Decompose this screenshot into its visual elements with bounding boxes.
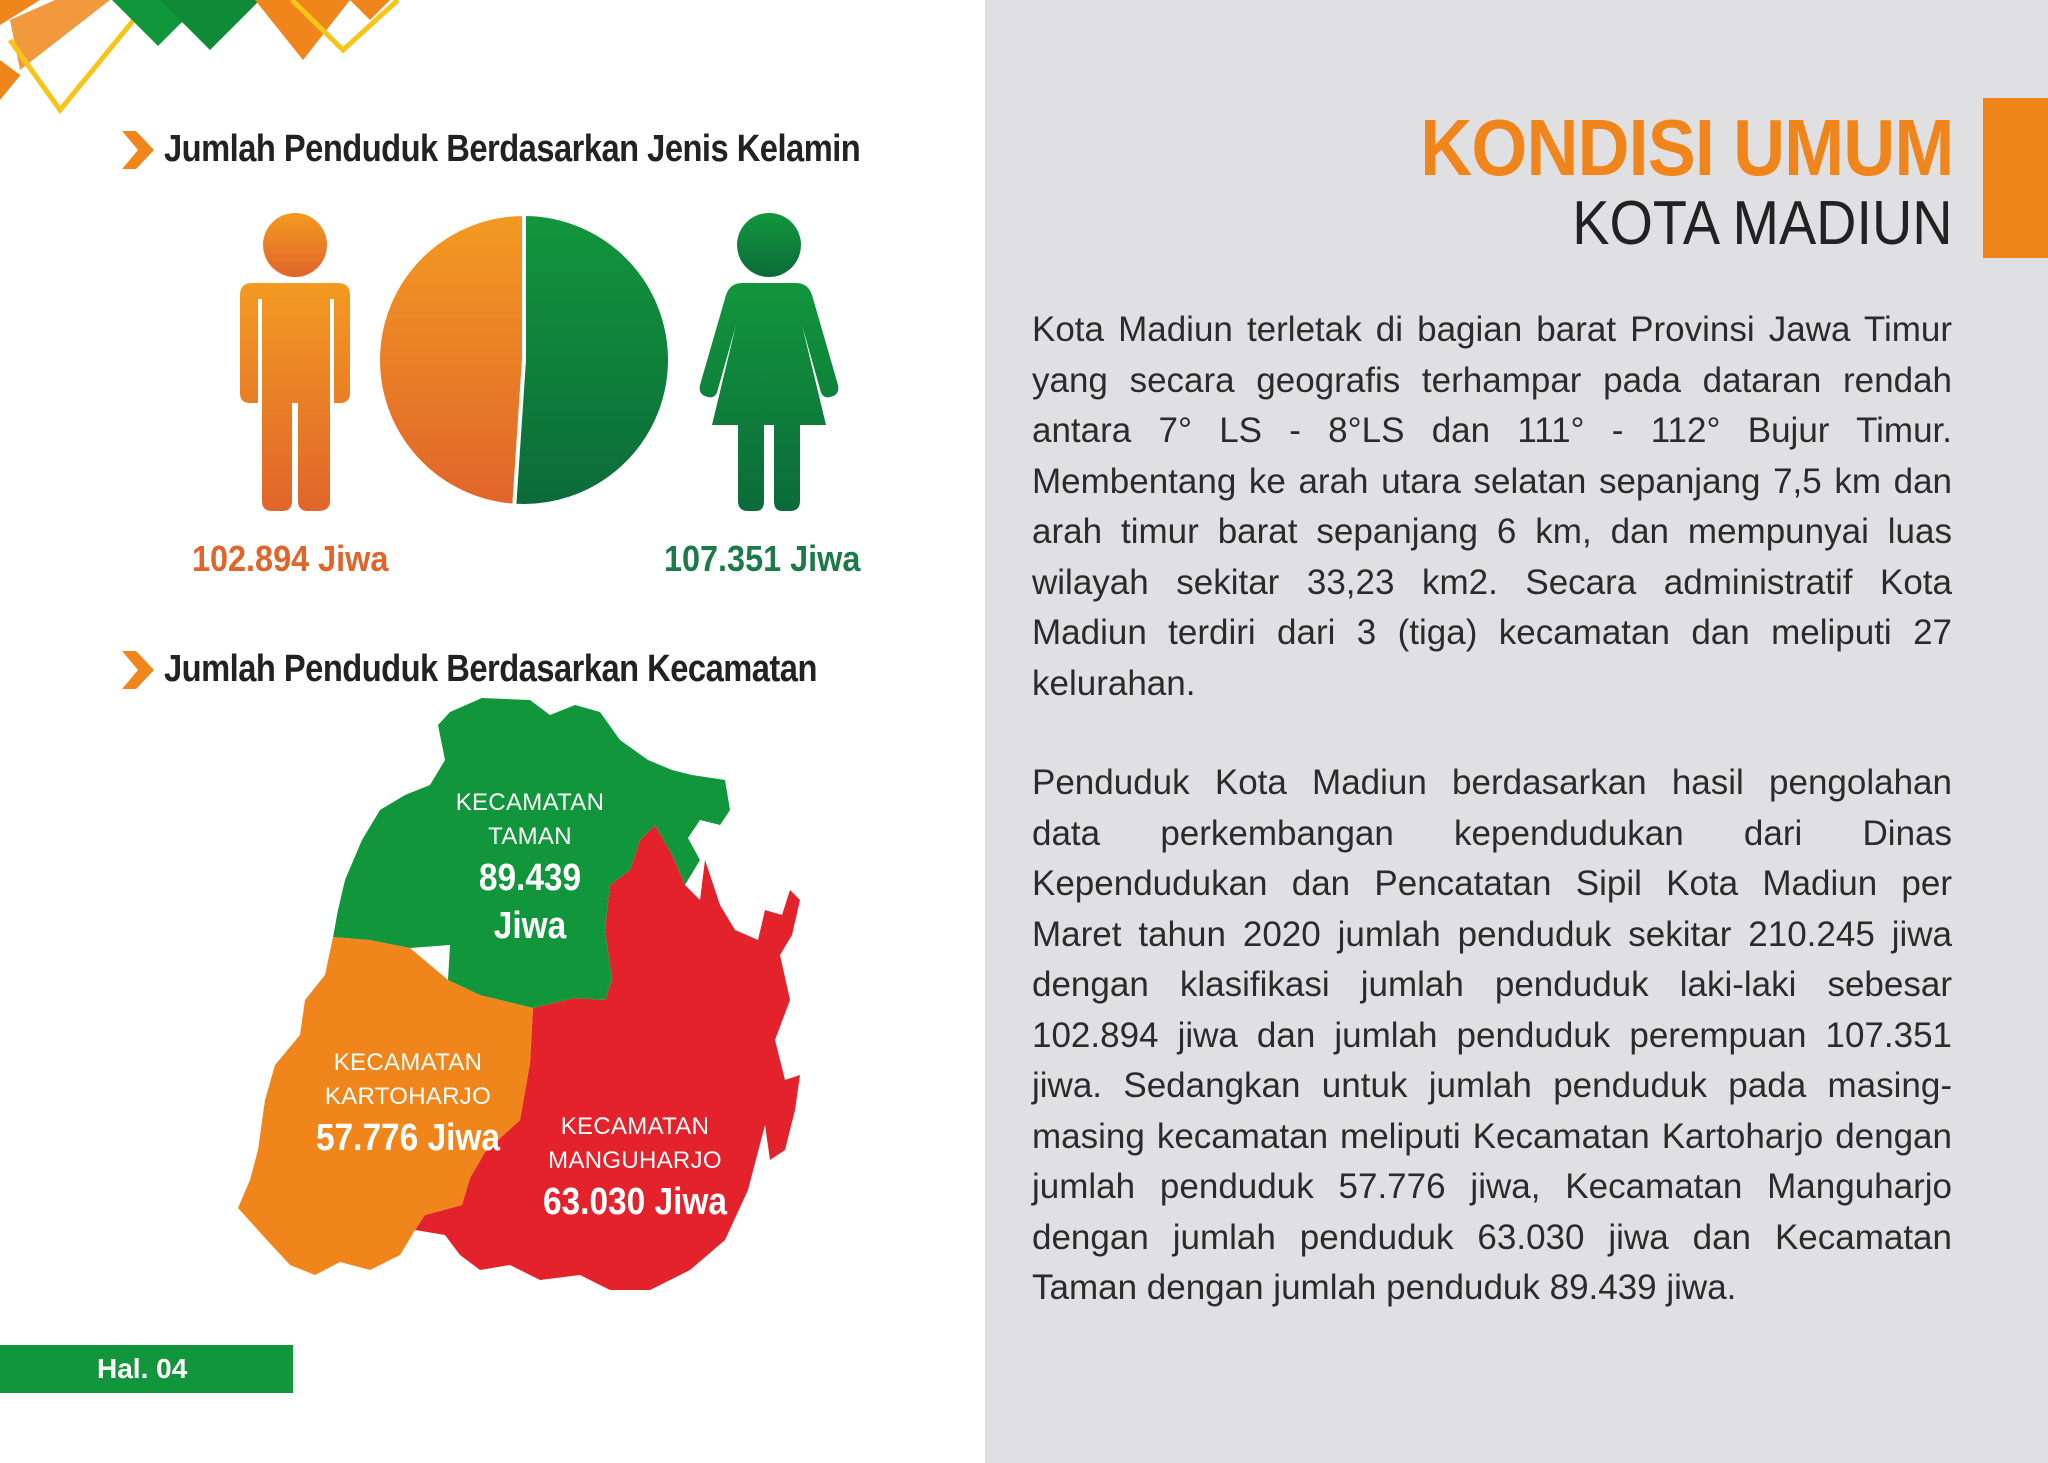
district-map <box>0 0 985 1463</box>
right-page <box>985 0 2048 1463</box>
district-kartoharjo-kecamatan: KECAMATAN <box>333 1049 483 1076</box>
district-taman-name: TAMAN <box>488 823 572 850</box>
female-count-label: 107.351 Jiwa <box>664 538 861 579</box>
body-paragraph-2: Penduduk Kota Madiun berdasarkan hasil pengolahan data perkembangan kependudukan dari Dinas Kependudukan dan Pencatatan Sipil Kota Madiun per Maret tahun 2020 jumlah penduduk sekitar 210.245 jiwa dengan klasifikasi jumlah penduduk laki-laki sebesar 102.894 jiwa dan jumlah penduduk perempuan 107.351 jiwa. Sedangkan untuk jumlah penduduk pada masing-masing kecamatan meliputi Kecamatan Kartoharjo dengan jumlah penduduk 57.776 jiwa, Kecamatan Manguharjo dengan jumlah penduduk 63.030 jiwa dan Kecamatan Taman dengan jumlah penduduk 89.439 jiwa. <box>1032 763 1952 1307</box>
district-taman-value: 89.439 Jiwa <box>478 857 582 947</box>
district-kartoharjo-name: KARTOHARJO <box>324 1083 492 1110</box>
district-label-taman <box>430 786 630 950</box>
district-taman-kecamatan: KECAMATAN <box>455 789 605 816</box>
district-manguharjo-name: MANGUHARJO <box>548 1147 722 1174</box>
district-kartoharjo-value: 57.776 Jiwa <box>315 1117 501 1159</box>
left-page <box>0 0 985 1463</box>
district-label-kartoharjo <box>298 1046 518 1162</box>
page-subtitle: KOTA MADIUN <box>1572 189 1953 258</box>
male-count-label: 102.894 Jiwa <box>192 538 389 579</box>
body-paragraph-1: Kota Madiun terletak di bagian barat Provinsi Jawa Timur yang secara geografis terhampar pada dataran rendah antara 7° LS - 8°LS dan 111° - 112° Bujur Timur. Membentang ke arah utara selatan sepanjang 7,5 km dan arah timur barat sepanjang 6 km, dan mempunyai luas wilayah sekitar 33,23 km2. Secara administratif Kota Madiun terdiri dari 3 (tiga) kecamatan dan meliputi 27 kelurahan. <box>1032 310 1952 703</box>
district-heading-text: Jumlah Penduduk Berdasarkan Kecamatan <box>164 648 817 690</box>
orange-accent-tab <box>1983 98 2048 258</box>
page-title: KONDISI UMUM <box>1419 103 1953 192</box>
gender-heading-text: Jumlah Penduduk Berdasarkan Jenis Kelamin <box>164 128 861 170</box>
district-label-manguharjo <box>525 1110 745 1226</box>
page-number-badge <box>0 1345 293 1393</box>
district-manguharjo-value: 63.030 Jiwa <box>542 1181 728 1223</box>
page-number-text: Hal. 04 <box>97 1353 188 1384</box>
district-manguharjo-kecamatan: KECAMATAN <box>560 1113 710 1140</box>
